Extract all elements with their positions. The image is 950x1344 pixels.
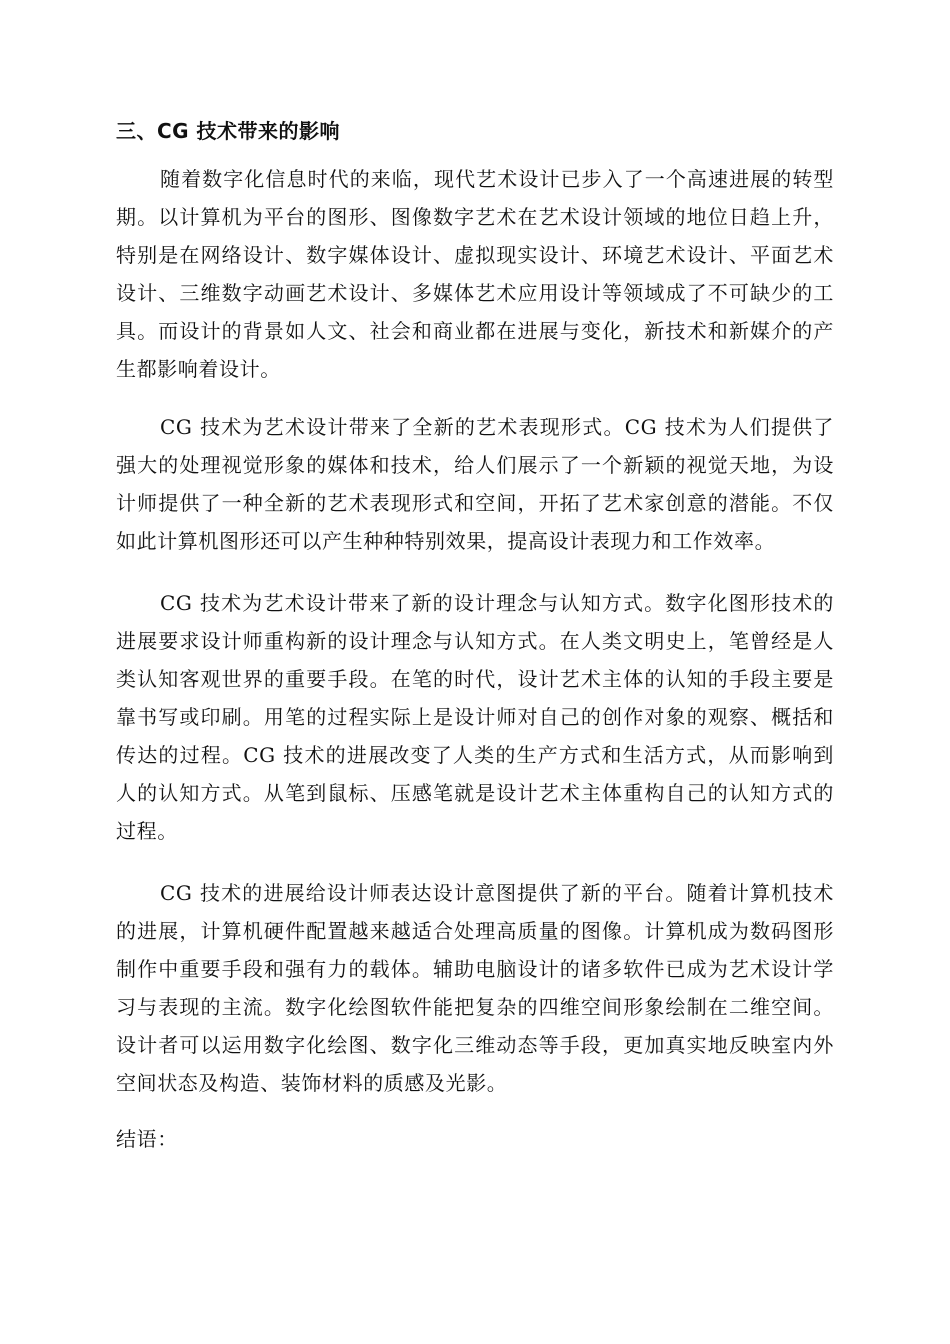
paragraph-digital-era: 随着数字化信息时代的来临，现代艺术设计已步入了一个高速进展的转型期。以计算机为平台的图形、图像数字艺术在艺术设计领域的地位日趋上升，特别是在网络设计、数字媒体设计、虚拟现实设计、环境艺术设计、平面艺术设计、三维数字动画艺术设计、多媒体艺术应用设计等领域成了不可缺少的工具。而设计的背景如人文、社会和商业都在进展与变化，新技术和新媒介的产生都影响着设计。 [116, 167, 834, 381]
section-heading: 三、CG 技术带来的影响 [116, 119, 341, 143]
paragraph-new-expression: CG 技术为艺术设计带来了全新的艺术表现形式。CG 技术为人们提供了强大的处理视觉形象的媒体和技术，给人们展示了一个新颖的视觉天地，为设计师提供了一种全新的艺术表现形式和空间，开拓了艺术家创意的潜能。不仅如此计算机图形还可以产生种种特别效果，提高设计表现力和工作效率。 [116, 415, 834, 553]
closing-label: 结语： [116, 1127, 178, 1151]
document-page [116, 112, 834, 1158]
paragraph-new-platform: CG 技术的进展给设计师表达设计意图提供了新的平台。随着计算机技术的进展，计算机硬件配置越来越适合处理高质量的图像。计算机成为数码图形制作中重要手段和强有力的载体。辅助电脑设计的诸多软件已成为艺术设计学习与表现的主流。数字化绘图软件能把复杂的四维空间形象绘制在二维空间。设计者可以运用数字化绘图、数字化三维动态等手段，更加真实地反映室内外空间状态及构造、装饰材料的质感及光影。 [116, 881, 834, 1095]
paragraph-design-concept: CG 技术为艺术设计带来了新的设计理念与认知方式。数字化图形技术的进展要求设计师重构新的设计理念与认知方式。在人类文明史上，笔曾经是人类认知客观世界的重要手段。在笔的时代，设计艺术主体的认知的手段主要是靠书写或印刷。用笔的过程实际上是设计师对自己的创作对象的观察、概括和传达的过程。CG 技术的进展改变了人类的生产方式和生活方式，从而影响到人的认知方式。从笔到鼠标、压感笔就是设计艺术主体重构自己的认知方式的过程。 [116, 591, 834, 843]
